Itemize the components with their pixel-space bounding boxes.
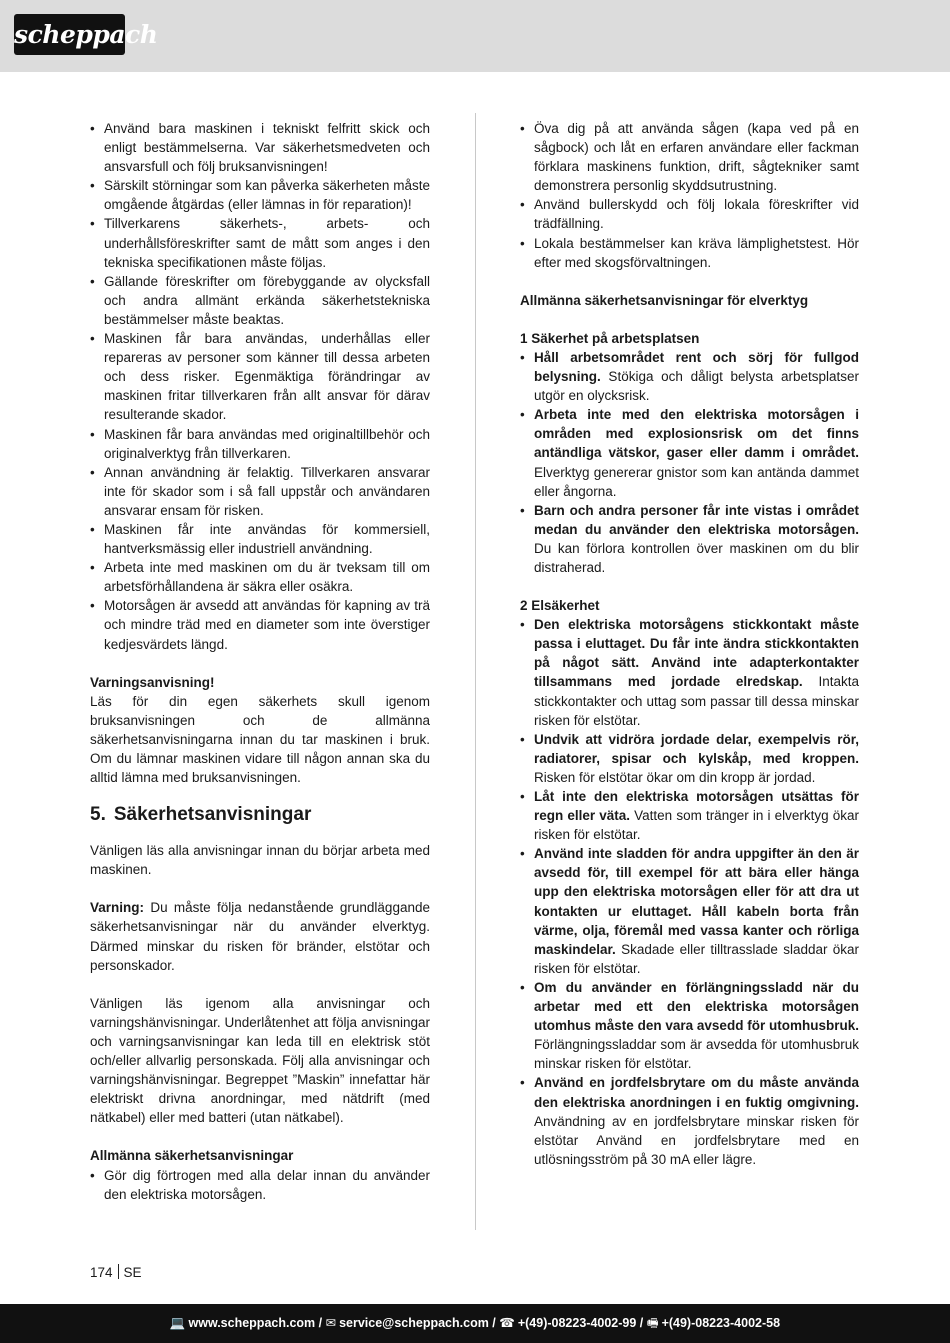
column-divider xyxy=(475,113,476,1230)
list-item: • Tillverkarens säkerhets-, arbets- och underhållsföreskrifter samt de mått som anges i den tekniska specifikationen måste följas. xyxy=(90,214,430,271)
left-column xyxy=(90,119,430,1204)
list-item: • Lokala bestämmelser kan kräva lämplighetstest. Hör efter med skogsförvaltningen. xyxy=(520,234,859,272)
list-item: • Om du använder en förlängningssladd när du arbetar med ett den elektriska motorsågen utomhus måste den vara avsedd för utomhusbruk. Förlängningssladdar som är avsedda för utomhusbruk minskar risken för elstötar. xyxy=(520,978,859,1073)
list-item: • Använd bara maskinen i tekniskt felfritt skick och enligt bestämmelserna. Var säkerhetsmedveten och ansvarsfull och följ bruksanvisningen! xyxy=(90,119,430,176)
section-title xyxy=(90,803,430,827)
general-list xyxy=(90,1166,430,1204)
list-item: • Barn och andra personer får inte vistas i området medan du använder den elektriska motorsågen. Du kan förlora kontrollen över maskinen om du blir distraherad. xyxy=(520,501,859,577)
workplace-list xyxy=(520,348,859,577)
phone-icon: ☎ xyxy=(499,1316,515,1330)
fax-icon: 🖷 xyxy=(646,1316,659,1330)
list-item: • Maskinen får inte användas för kommersiell, hantverksmässig eller industriell användning. xyxy=(90,520,430,558)
list-item: • Maskinen får bara användas, underhållas eller repareras av personer som känner till dessa arbeten och dess risker. Egenmäktiga förändringar av maskinen fritar tillverkaren från allt ansvar för därav resulterande skador. xyxy=(90,329,430,424)
usage-rules-list xyxy=(90,119,430,654)
page-number-divider xyxy=(118,1264,119,1279)
list-item: • Gör dig förtrogen med alla delar innan du använder den elektriska motorsågen. xyxy=(90,1166,430,1204)
right-column xyxy=(520,119,859,1169)
scheppach-logo: scheppach xyxy=(14,14,125,55)
laptop-icon: 💻 xyxy=(169,1316,186,1330)
varning-label: Varning: xyxy=(90,900,145,916)
language-code: SE xyxy=(123,1265,142,1280)
intro-text: Vänligen läs alla anvisningar innan du börjar arbeta med maskinen. xyxy=(90,843,430,878)
list-item: • Arbeta inte med den elektriska motorsågen i områden med explosionsrisk om det finns antändliga vätskor, gaser eller damm i området. Elverktyg genererar gnistor som kan antända dammet eller ångorna. xyxy=(520,405,859,500)
varning-text: Du måste följa nedanstående grundläggande säkerhetsanvisningar när du använder elverktyg. Därmed minskar du risken för bränder, elstötar och personskador. xyxy=(90,900,430,973)
electrical-heading: 2 Elsäkerhet xyxy=(520,598,600,614)
list-item: • Undvik att vidröra jordade delar, exempelvis rör, radiatorer, spisar och kylskåp, med kroppen. Risken för elstötar ökar om din kropp är jordad. xyxy=(520,730,859,787)
list-item: • Använd inte sladden för andra uppgifter än den är avsedd för, till exempel för att bära eller hänga upp den elektriska motorsågen eller för att dra ut kontakten ur eluttaget. Håll kabeln borta från värme, olja, föremål med vassa kanter och rörliga maskindelar. Skadade eller tilltrasslade sladdar ökar risken för elstötar. xyxy=(520,844,859,978)
page-number-value: 174 xyxy=(90,1265,113,1280)
electrical-list xyxy=(520,615,859,1169)
section-number: 5. xyxy=(90,804,106,826)
list-item: • Gällande föreskrifter om förebyggande av olycksfall och andra allmänt erkända säkerhetstekniska bestämmelser måste beaktas. xyxy=(90,272,430,329)
list-item: • Låt inte den elektriska motorsågen utsättas för regn eller väta. Vatten som tränger in i elverktyg ökar risken för elstötar. xyxy=(520,787,859,844)
list-item: • Särskilt störningar som kan påverka säkerheten måste omgående åtgärdas (eller lämnas in för reparation)! xyxy=(90,176,430,214)
list-item: • Den elektriska motorsågens stickkontakt måste passa i eluttaget. Du får inte ändra stickkontakten på något sätt. Använd inte adapterkontakter tillsammans med jordade elredskap. Intakta stickkontakter och uttag som passar till dessa minskar risken för elstötar. xyxy=(520,615,859,730)
list-item: • Arbeta inte med maskinen om du är tveksam till om arbetsförhållandena är säkra eller osäkra. xyxy=(90,558,430,596)
list-item: • Använd en jordfelsbrytare om du måste använda den elektriska anordningen i en fuktig omgivning. Användning av en jordfelsbrytare minskar risken för elstötar Använd en jordfelsbrytare med en utlösningsström på 30 mA eller lägre. xyxy=(520,1073,859,1168)
list-item: • Använd bullerskydd och följ lokala föreskrifter vid trädfällning. xyxy=(520,195,859,233)
practice-list xyxy=(520,119,859,272)
warning-text: Läs för din egen säkerhets skull igenom bruksanvisningen och de allmänna säkerhetsanvisningarna innan du tar maskinen i bruk. Om du lämnar maskinen vidare till någon annan ska du alltid lämna med bruksanvisningen. xyxy=(90,693,430,786)
phone-number: +(49)-08223-4002-99 xyxy=(517,1316,637,1330)
list-item: • Håll arbetsområdet rent och sörj för fullgod belysning. Stökiga och dåligt belysta arbetsplatser utgör en olycksrisk. xyxy=(520,348,859,405)
section-title-text: Säkerhetsanvisningar xyxy=(113,804,312,826)
list-item: • Maskinen får bara användas med originaltillbehör och originalverktyg från tillverkaren. xyxy=(90,425,430,463)
website-link[interactable]: www.scheppach.com xyxy=(188,1316,316,1330)
footer-bar: 💻 www.scheppach.com / ✉ service@scheppach.com / ☎ +(49)-08223-4002-99 / 🖷 +(49)-08223-4002-58 xyxy=(0,1304,950,1343)
header-bar xyxy=(0,0,950,72)
general-heading: Allmänna säkerhetsanvisningar xyxy=(90,1148,294,1164)
envelope-icon: ✉ xyxy=(325,1316,337,1330)
workplace-heading: 1 Säkerhet på arbetsplatsen xyxy=(520,330,700,346)
fax-number: +(49)-08223-4002-58 xyxy=(661,1316,781,1330)
list-item: • Motorsågen är avsedd att användas för kapning av trä och mindre träd med en diameter som inte överstiger kedjesvärdets längd. xyxy=(90,596,430,653)
read-all-paragraph: Vänligen läs igenom alla anvisningar och varningshänvisningar. Underlåtenhet att följa anvisningar och varningsanvisningar kan leda till en elektrisk stöt och/eller allvarlig personskada. Följ alla anvisningar och varningshänvisningar. Begreppet ”Maskin” innefattar här elektriskt drivna anordningar, med nätdrift (med nätkabel) eller med batteri (utan nätkabel). xyxy=(90,995,430,1126)
list-item: • Annan användning är felaktig. Tillverkaren ansvarar inte för skador som i så fall uppstår och användaren ansvarar ensam för risken. xyxy=(90,463,430,520)
warning-heading: Varningsanvisning! xyxy=(90,674,215,690)
varning-paragraph xyxy=(90,898,430,974)
email-link[interactable]: service@scheppach.com xyxy=(339,1316,489,1330)
power-tools-heading: Allmänna säkerhetsanvisningar för elverktyg xyxy=(520,292,809,308)
page-number xyxy=(90,1264,142,1280)
list-item: • Öva dig på att använda sågen (kapa ved på en sågbock) och låt en erfaren användare eller fackman förklara maskinens funktion, drift, sågtekniker samt demonstrera personlig skyddsutrustning. xyxy=(520,119,859,195)
